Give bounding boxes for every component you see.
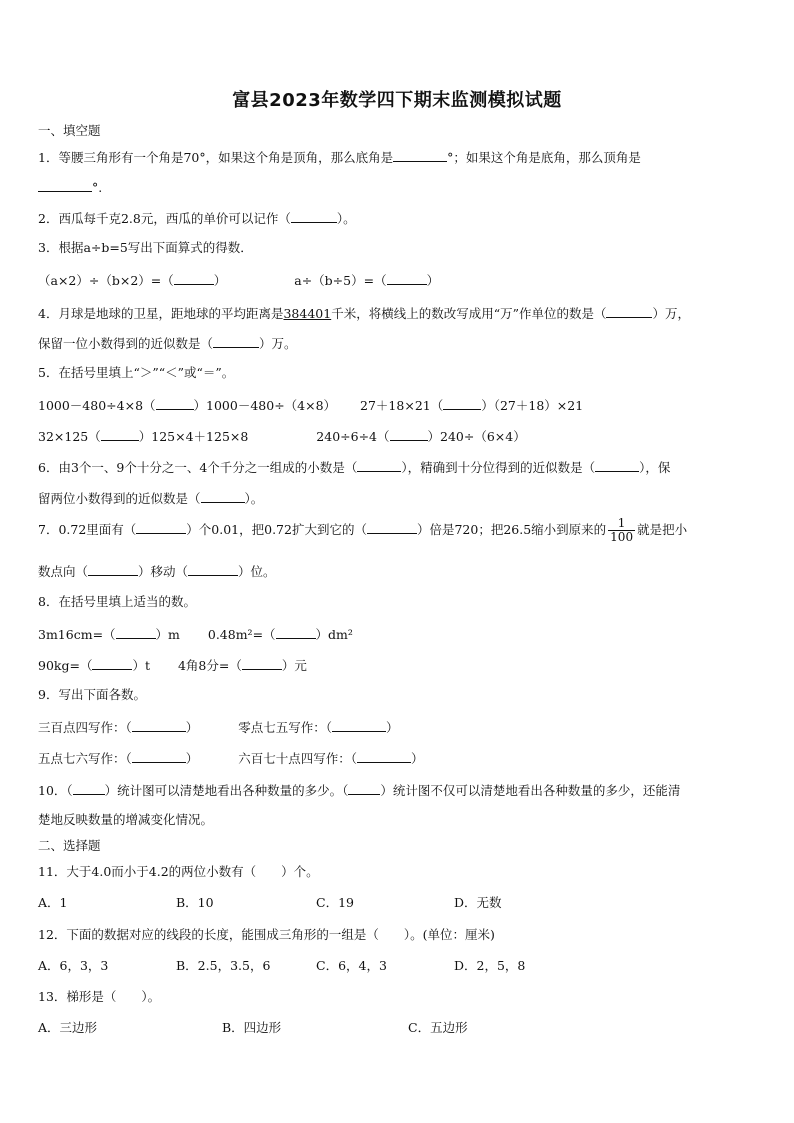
answer-blank[interactable]	[156, 396, 194, 410]
choice-12-b[interactable]: B．2.5，3.5，6	[176, 958, 271, 973]
answer-blank[interactable]	[213, 334, 259, 348]
choice-12-d[interactable]: D．2，5，8	[454, 958, 526, 973]
choice-13-a[interactable]: A．三边形	[38, 1020, 98, 1035]
answer-blank[interactable]	[136, 520, 186, 534]
choice-13-c[interactable]: C．五边形	[408, 1020, 468, 1035]
question-9: 9．写出下面各数。	[38, 687, 146, 702]
answer-blank[interactable]	[390, 427, 428, 441]
question-3-items: （a×2）÷（b×2）=（ ） a÷（b÷5）=（ ）	[38, 273, 440, 288]
choice-13-b[interactable]: B．四边形	[222, 1020, 282, 1035]
choice-12-c[interactable]: C．6，4，3	[316, 958, 387, 973]
question-3: 3．根据a÷b=5写出下面算式的得数．	[38, 240, 253, 255]
answer-blank[interactable]	[367, 520, 417, 534]
question-5-row-1: 1000－480÷4×8（ ）1000－480÷（4×8） 27＋18×21（ ）（27＋18）×21	[38, 398, 584, 413]
section-fill-blank: 一、填空题	[38, 123, 101, 138]
choice-11-d[interactable]: D．无数	[454, 895, 502, 910]
answer-blank[interactable]	[332, 718, 386, 732]
question-9-row-1: 三百点四写作：（ ） 零点七五写作：（ ）	[38, 720, 399, 735]
question-10: 10．（ ）统计图可以清楚地看出各种数量的多少。（ ）统计图不仅可以清楚地看出各种数量的多少，还能清	[38, 783, 681, 798]
question-8-row-2: 90kg=（ ）t 4角8分=（ ）元	[38, 658, 307, 673]
answer-blank[interactable]	[393, 148, 447, 162]
question-8-row-1: 3m16cm=（ ）m 0.48m²=（ ）dm²	[38, 627, 353, 642]
answer-blank[interactable]	[387, 271, 427, 285]
answer-blank[interactable]	[92, 656, 132, 670]
answer-blank[interactable]	[132, 749, 186, 763]
answer-blank[interactable]	[101, 427, 139, 441]
answer-blank[interactable]	[116, 625, 156, 639]
page-title: 富县2023年数学四下期末监测模拟试题	[232, 90, 562, 111]
question-9-row-2: 五点七六写作：（ ） 六百七十点四写作：（ ）	[38, 751, 424, 766]
question-6: 6．由3个一、9个十分之一、4个千分之一组成的小数是（ ），精确到十分位得到的近似数是（ ），保	[38, 460, 671, 475]
question-5-row-2: 32×125（ ）125×4＋125×8 240÷6÷4（ ）240÷（6×4）	[38, 429, 526, 444]
question-13: 13．梯形是（ ）。	[38, 989, 161, 1004]
question-5: 5．在括号里填上“＞”“＜”或“＝”。	[38, 365, 235, 380]
answer-blank[interactable]	[242, 656, 282, 670]
question-10-cont: 楚地反映数量的增减变化情况。	[38, 812, 214, 827]
section-multiple-choice: 二、选择题	[38, 838, 101, 853]
choice-12-a[interactable]: A．6，3，3	[38, 958, 109, 973]
question-1-cont: °.	[38, 178, 102, 196]
answer-blank[interactable]	[132, 718, 186, 732]
answer-blank[interactable]	[88, 562, 138, 576]
question-7-cont: 数点向（ ）移动（ ）位。	[38, 564, 276, 579]
question-8: 8．在括号里填上适当的数。	[38, 594, 196, 609]
question-2: 2．西瓜每千克2.8元，西瓜的单价可以记作（ ）。	[38, 211, 356, 226]
underlined-number: 384401	[283, 306, 332, 321]
question-4: 4．月球是地球的卫星，距地球的平均距离是384401千米，将横线上的数改写成用“万”作单位的数是（ ）万，	[38, 306, 690, 321]
choice-11-b[interactable]: B．10	[176, 895, 214, 910]
answer-blank[interactable]	[201, 489, 245, 503]
fraction: $\frac{1}{100}$	[610, 516, 634, 544]
question-1: 1．等腰三角形有一个角是70°，如果这个角是顶角，那么底角是 °；如果这个角是底角，那么顶角是	[38, 150, 641, 165]
question-6-cont: 留两位小数得到的近似数是（ ）。	[38, 491, 264, 506]
answer-blank[interactable]	[276, 625, 316, 639]
question-12: 12．下面的数据对应的线段的长度，能围成三角形的一组是（ ）。(单位：厘米)	[38, 927, 495, 942]
answer-blank[interactable]	[38, 178, 92, 192]
choice-11-c[interactable]: C．19	[316, 895, 354, 910]
question-7: 7．0.72里面有（ ）个0.01，把0.72扩大到它的（ ）倍是720；把26.5缩小到原来的 $\frac{1}{100}$ 就是把小	[38, 516, 688, 544]
question-11: 11．大于4.0而小于4.2的两位小数有（ ）个。	[38, 864, 319, 879]
answer-blank[interactable]	[443, 396, 481, 410]
question-4-cont: 保留一位小数得到的近似数是（ ）万。	[38, 336, 297, 351]
answer-blank[interactable]	[606, 304, 652, 318]
choice-11-a[interactable]: A．1	[38, 895, 68, 910]
answer-blank[interactable]	[348, 781, 380, 795]
answer-blank[interactable]	[174, 271, 214, 285]
answer-blank[interactable]	[357, 749, 411, 763]
answer-blank[interactable]	[188, 562, 238, 576]
answer-blank[interactable]	[73, 781, 105, 795]
answer-blank[interactable]	[291, 209, 337, 223]
answer-blank[interactable]	[595, 458, 639, 472]
answer-blank[interactable]	[357, 458, 401, 472]
